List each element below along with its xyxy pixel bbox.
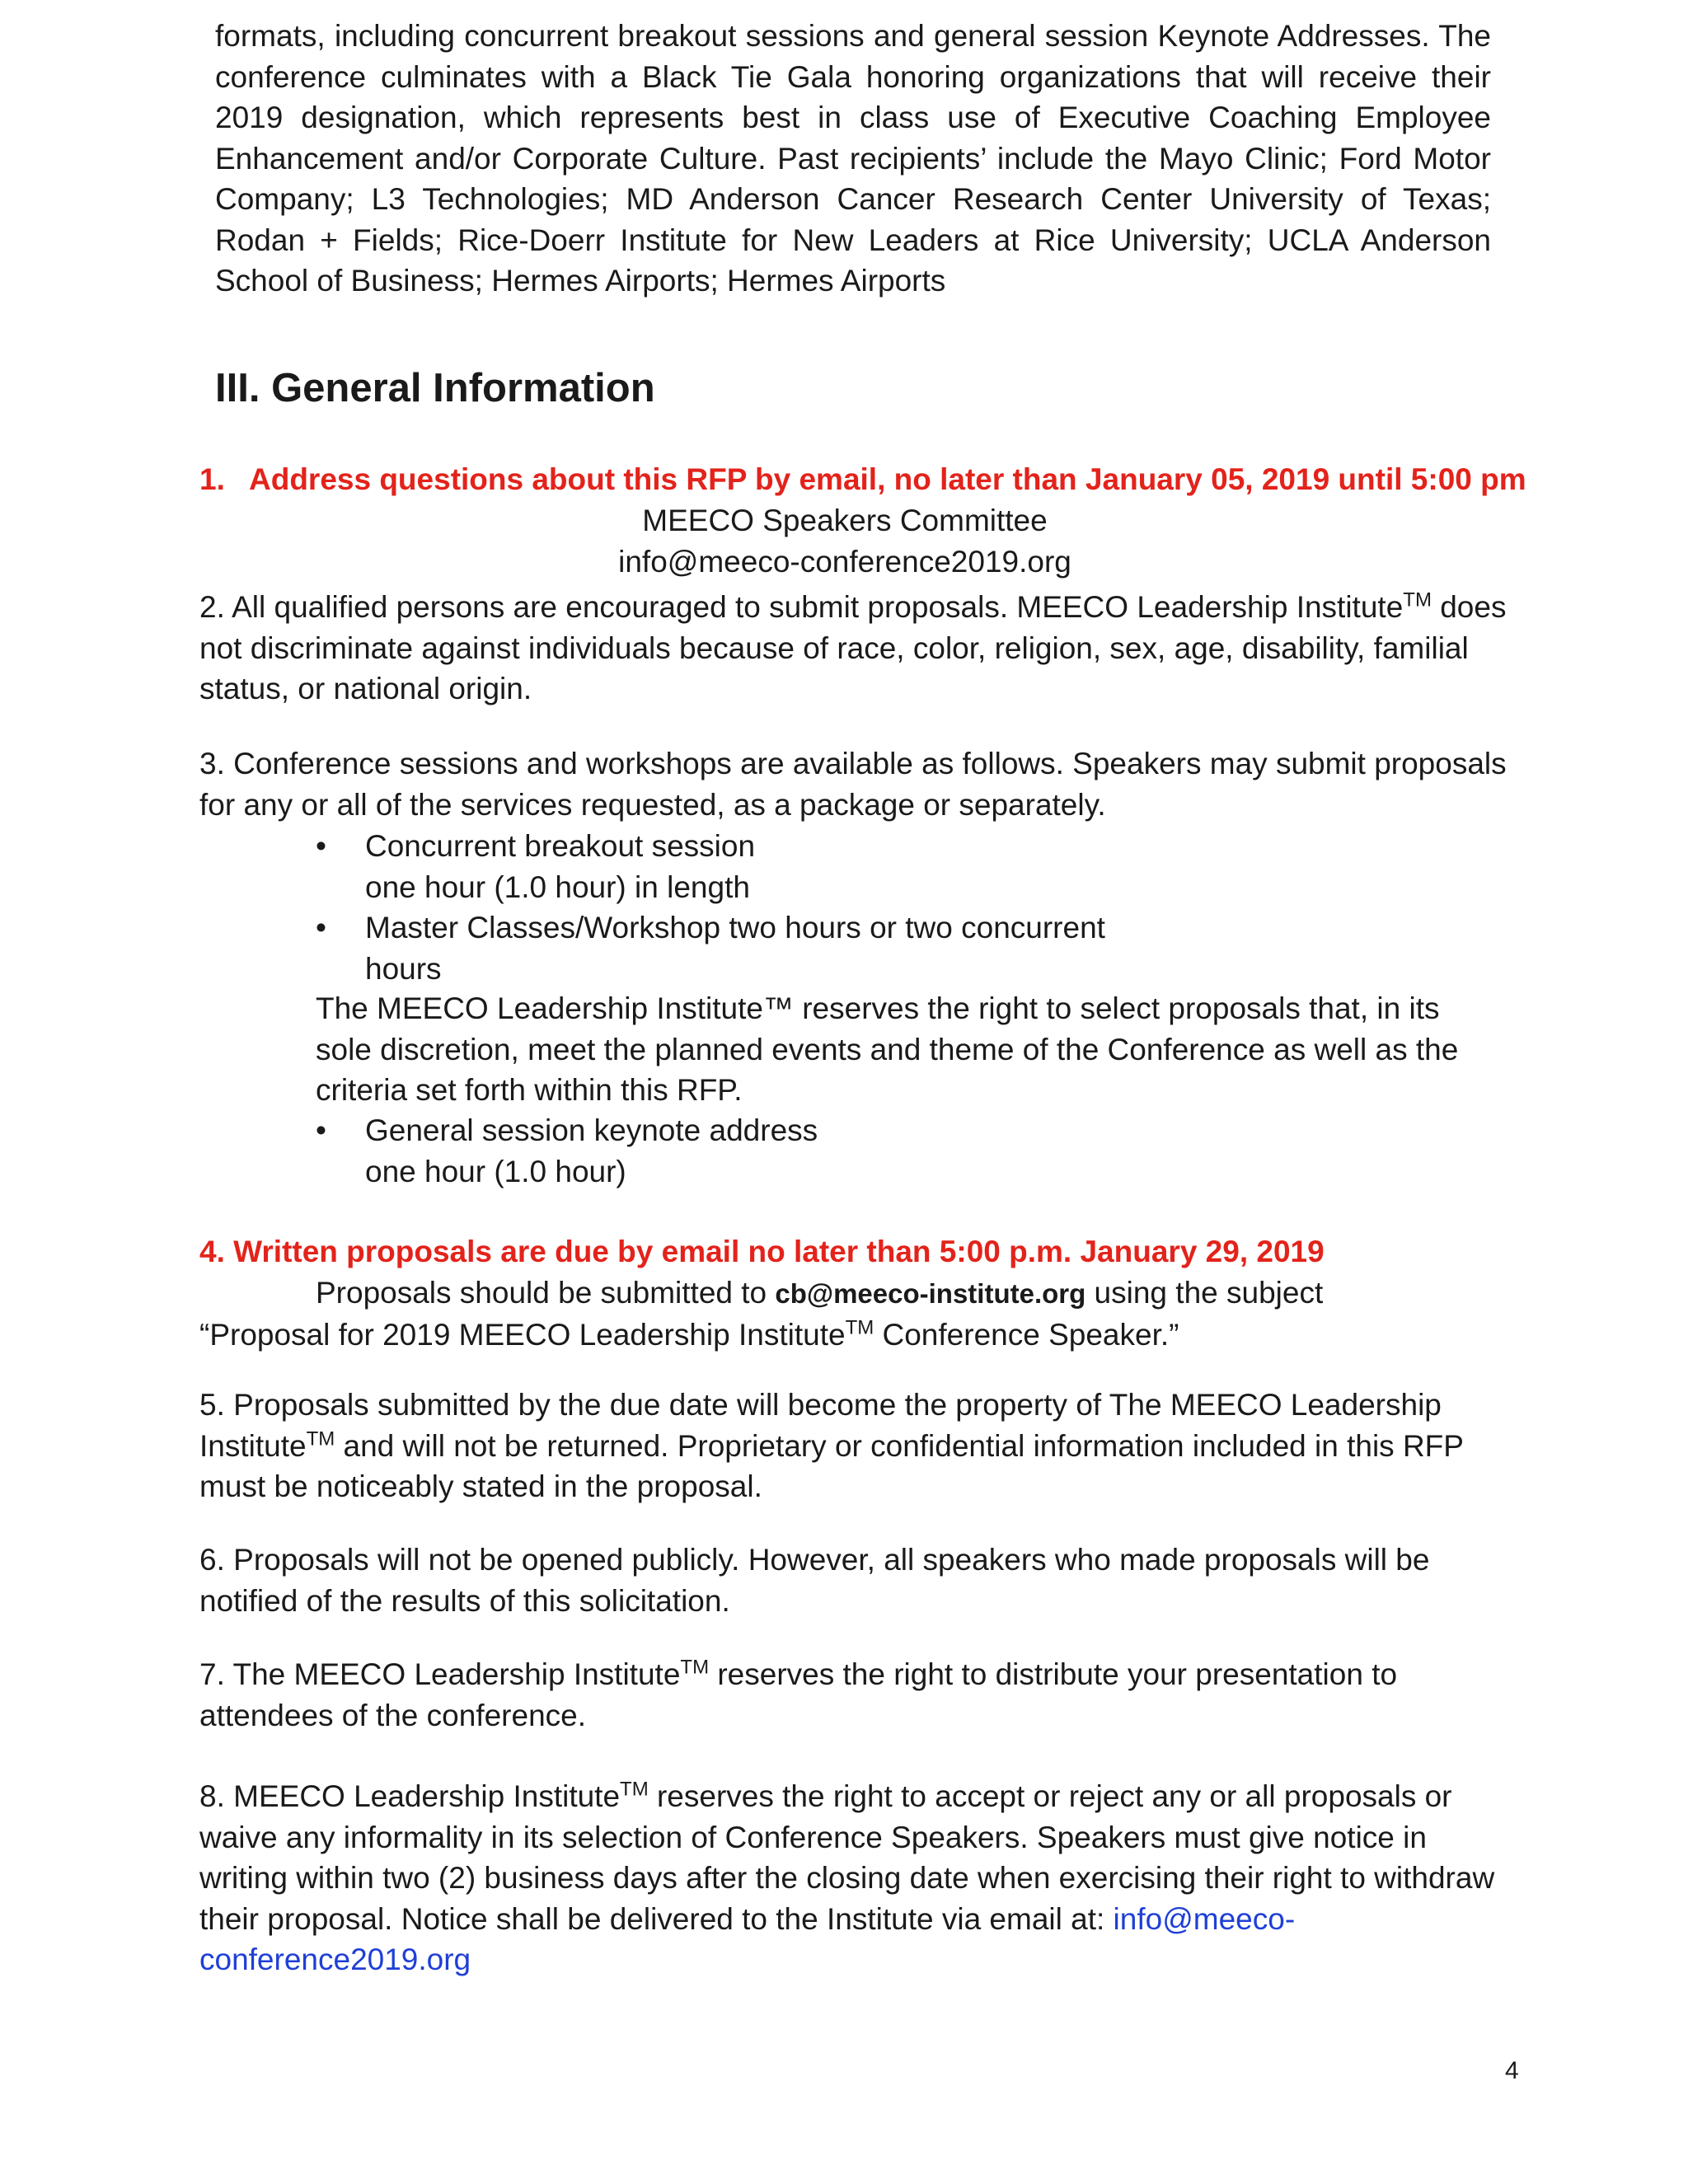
item-7-text-a: 7. The MEECO Leadership Institute — [199, 1657, 681, 1691]
item-1-number: 1. — [199, 462, 225, 496]
notice-email-link[interactable]: info@meeco-conference2019.org — [199, 1901, 1296, 1976]
bullet-text — [365, 826, 755, 907]
item-1-heading — [199, 459, 1526, 500]
item-8-text-b: reserves the right to accept or reject any or all proposals or waive any informality in its selection of Conference Speakers. Speakers must give notice in writing within two (2) business days after the closing date when exercising their right to withdraw their proposal. Notice shall be delivered to the Institute via email at — [199, 1779, 1495, 1936]
bullet-text — [365, 1110, 818, 1192]
item-4-subject-a: “Proposal for 2019 MEECO Leadership Institute — [199, 1317, 846, 1352]
bullet-glyph: • — [316, 829, 326, 863]
item-8-text-a: 8. MEECO Leadership Institute — [199, 1779, 621, 1813]
bullet-detail: one hour (1.0 hour) in length — [365, 869, 750, 904]
page-number: 4 — [1505, 2057, 1519, 2084]
item-1-heading-text: Address questions about this RFP by email, no later than January 05, 2019 until 5:00 pm — [249, 462, 1526, 496]
bullet-title: Master Classes/Workshop two hours or two concurrent — [365, 911, 1105, 944]
item-8-colon: : — [1095, 1901, 1105, 1936]
item-3-paragraph: 3. Conference sessions and workshops are available as follows. Speakers may submit proposals for any or all of the services requested, as a package or separately. — [199, 747, 1507, 822]
committee-name: MEECO Speakers Committee — [642, 504, 1048, 537]
trademark-mark: TM — [1403, 588, 1432, 612]
item-6-paragraph: 6. Proposals will not be opened publicly. However, all speakers who made proposals will be notified of the results of this solicitation. — [199, 1543, 1430, 1618]
trademark-mark: TM — [845, 1316, 874, 1339]
trademark-mark: TM — [306, 1427, 335, 1451]
item-5-text-b: and will not be returned. Proprietary or confidential information included in this RFP must be noticeably stated in the proposal. — [199, 1428, 1464, 1503]
item-4-text-a: Proposals should be submitted to — [316, 1276, 776, 1310]
trademark-mark: TM — [620, 1778, 649, 1801]
bullet-title: General session keynote address — [365, 1113, 818, 1147]
item-4-text-b: using the subject — [1085, 1276, 1324, 1310]
item-5-text-a: 5. Proposals submitted by the due date will become the property of The MEECO Leadership Institute — [199, 1388, 1442, 1463]
bullet-detail: one hour (1.0 hour) — [365, 1154, 626, 1188]
bullet-title: Concurrent breakout session — [365, 829, 756, 863]
committee-email: info@meeco-conference2019.org — [618, 545, 1071, 579]
bullet-detail: hours — [365, 951, 442, 986]
item-2-text-a: 2. All qualified persons are encouraged to submit proposals. MEECO Leadership Institute — [199, 590, 1404, 624]
item-4-paragraph — [199, 1272, 1518, 1355]
trademark-mark: TM — [680, 1656, 710, 1679]
reserve-note: The MEECO Leadership Institute™ reserves the right to select proposals that, in its sole discretion, meet the planned events and theme of the Conference as well as the criteria set forth within this RFP. — [316, 991, 1459, 1107]
item-8-paragraph — [199, 1776, 1518, 1980]
bullet-glyph: • — [316, 1113, 326, 1147]
item-4-subject-b: Conference Speaker.” — [874, 1317, 1179, 1352]
item-4-heading: 4. Written proposals are due by email no later than 5:00 p.m. January 29, 2019 — [199, 1235, 1325, 1268]
intro-paragraph: formats, including concurrent breakout sessions and general session Keynote Addresses. The conference culminates with a Black Tie Gala honoring organizations that will receive their 2019 designation, which represents best in class use of Executive Coaching Employee Enhancement and/or Corporate Culture. Past recipients’ include the Mayo Clinic; Ford Motor Company; L3 Technologies; MD Anderson Cancer Research Center University of Texas; Rodan + Fields; Rice-Doerr Institute for New Leaders at Rice University; UCLA Anderson School of Business; Hermes Airports; Hermes Airports — [215, 19, 1491, 298]
section-heading: III. General Information — [215, 366, 655, 410]
bullet-glyph: • — [316, 911, 326, 944]
item-2-paragraph — [199, 587, 1518, 710]
item-2-text-b: does not discriminate against individuals because of race, color, religion, sex, age, disability, familial status, or national origin. — [199, 590, 1507, 705]
bullet-text — [365, 907, 1105, 989]
item-5-paragraph — [199, 1385, 1518, 1507]
item-7-text-b: reserves the right to distribute your presentation to attendees of the conference. — [199, 1657, 1398, 1732]
item-7-paragraph — [199, 1654, 1518, 1736]
submission-email[interactable]: cb@meeco-institute.org — [775, 1278, 1086, 1309]
